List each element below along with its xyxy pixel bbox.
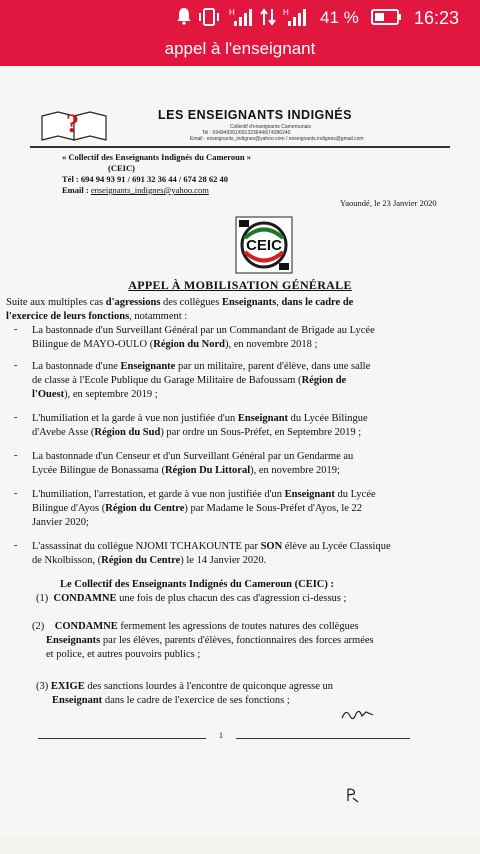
svg-text:H: H bbox=[283, 8, 289, 17]
page-number: 1 bbox=[206, 731, 236, 745]
handwritten-initials bbox=[340, 706, 376, 724]
ceic-seal-logo bbox=[235, 216, 293, 274]
bullet-dash: - bbox=[14, 324, 18, 335]
address-email bbox=[62, 185, 209, 195]
list-item: L'humiliation, l'arrestation, et garde à vue non justifiée d'un Enseignant du Lycée Bilingue d'Ayos (Région du Centre) par Madame le Sous-Préfet d'Ayos, le 22 Janvier 2020; bbox=[32, 489, 376, 528]
list-item: L'assassinat du collègue NJOMI TCHAKOUNTE par SON élève au Lycée Classique de Nkolbisson, (Région du Centre) le 14 Janvier 2020. bbox=[32, 541, 391, 566]
document-heading: APPEL À MOBILISATION GÉNÉRALE bbox=[128, 278, 352, 292]
bullet-dash: - bbox=[14, 412, 18, 423]
list-item: La bastonnade d'un Surveillant Général par un Commandant de Brigade au Lycée Bilingue de MAYO-OULO (Région du Nord), en novembre 2018 ; bbox=[32, 325, 375, 350]
letter-date: Yaoundé, le 23 Janvier 2020 bbox=[340, 198, 437, 208]
bullet-dash: - bbox=[14, 450, 18, 461]
address-line-2: (CEIC) bbox=[108, 163, 135, 173]
resolution-item-cont: Enseignants par les élèves, parents d'élèves, fonctionnaires des forces armées et police, et autres pouvoirs publics ; bbox=[46, 635, 374, 660]
bottom-strip bbox=[0, 836, 480, 854]
list-item: L'humiliation et la garde à vue non justifiée d'un Enseignant du Lycée Bilingue d'Avebe Asse (Région du Sud) par ordre un Sous-Préfet, en Septembre 2019 ; bbox=[32, 413, 368, 438]
org-subline: Collectif d'enseignants Camerounais bbox=[230, 124, 311, 130]
intro-line-1: Suite aux multiples cas d'agressions des collègues Enseignants, dans le cadre de bbox=[6, 297, 354, 308]
address-line-1: « Collectif des Enseignants Indignés du Cameroun » bbox=[62, 152, 251, 162]
svg-text:H: H bbox=[229, 8, 235, 17]
resolution-item: (3) EXIGE des sanctions lourdes à l'encontre de quiconque agresse un bbox=[36, 681, 333, 692]
signal-icon-1 bbox=[228, 7, 254, 27]
vibrate-icon bbox=[198, 7, 220, 27]
bullet-dash: - bbox=[14, 488, 18, 499]
letterhead bbox=[30, 106, 450, 148]
org-phone: Tel : 694949391/691323644/674286240 bbox=[202, 130, 291, 136]
svg-text:?: ? bbox=[66, 109, 79, 138]
resolution-item: (1) CONDAMNE une fois de plus chacun des cas d'agression ci-dessus ; bbox=[36, 593, 347, 604]
list-item: La bastonnade d'une Enseignante par un militaire, parent d'élève, dans une salle de classe à l'Ecole Publique du Garage Militaire de Bafoussam (Région de l'Ouest), en septembre 2019 ; bbox=[32, 361, 371, 400]
handwritten-mark bbox=[344, 786, 362, 804]
bullet-dash: - bbox=[14, 360, 18, 371]
seal-text: CEIC bbox=[246, 237, 282, 254]
open-book-question-logo bbox=[40, 106, 110, 144]
notification-icon bbox=[176, 7, 192, 25]
resolution-item: (2) CONDAMNE fermement les agressions de toutes natures des collègues bbox=[32, 621, 359, 632]
resolution-item-cont: Enseignant dans le cadre de l'exercice de ses fonctions ; bbox=[52, 695, 290, 706]
collective-statement: Le Collectif des Enseignants Indignés du Cameroun (CEIC) : bbox=[60, 579, 334, 590]
document-page bbox=[0, 66, 480, 836]
email-label: Email : bbox=[62, 185, 91, 195]
intro-line-2: l'exercice de leurs fonctions, notamment : bbox=[6, 311, 188, 322]
address-phone: Tél : 694 94 93 91 / 691 32 36 44 / 674 28 62 40 bbox=[62, 174, 228, 184]
data-transfer-icon bbox=[260, 7, 276, 27]
email-link[interactable]: enseignants_indignes@yahoo.com bbox=[90, 185, 209, 195]
status-bar bbox=[0, 0, 480, 36]
list-item: La bastonnade d'un Censeur et d'un Surveillant Général par un Gendarme au Lycée Bilingue de Bonassama (Région Du Littoral), en novembre 2019; bbox=[32, 451, 354, 476]
signal-icon-2 bbox=[282, 7, 308, 27]
org-email: Email : enseignants_indignes@yahoo.com / enseignants.indignes@gmail.com bbox=[190, 136, 364, 142]
battery-percent: 41 % bbox=[320, 8, 359, 27]
org-name: LES ENSEIGNANTS INDIGNÉS bbox=[158, 108, 352, 122]
clock: 16:23 bbox=[414, 8, 460, 28]
page-title: appel à l'enseignant bbox=[0, 36, 480, 66]
bullet-dash: - bbox=[14, 540, 18, 551]
battery-icon bbox=[370, 7, 404, 27]
